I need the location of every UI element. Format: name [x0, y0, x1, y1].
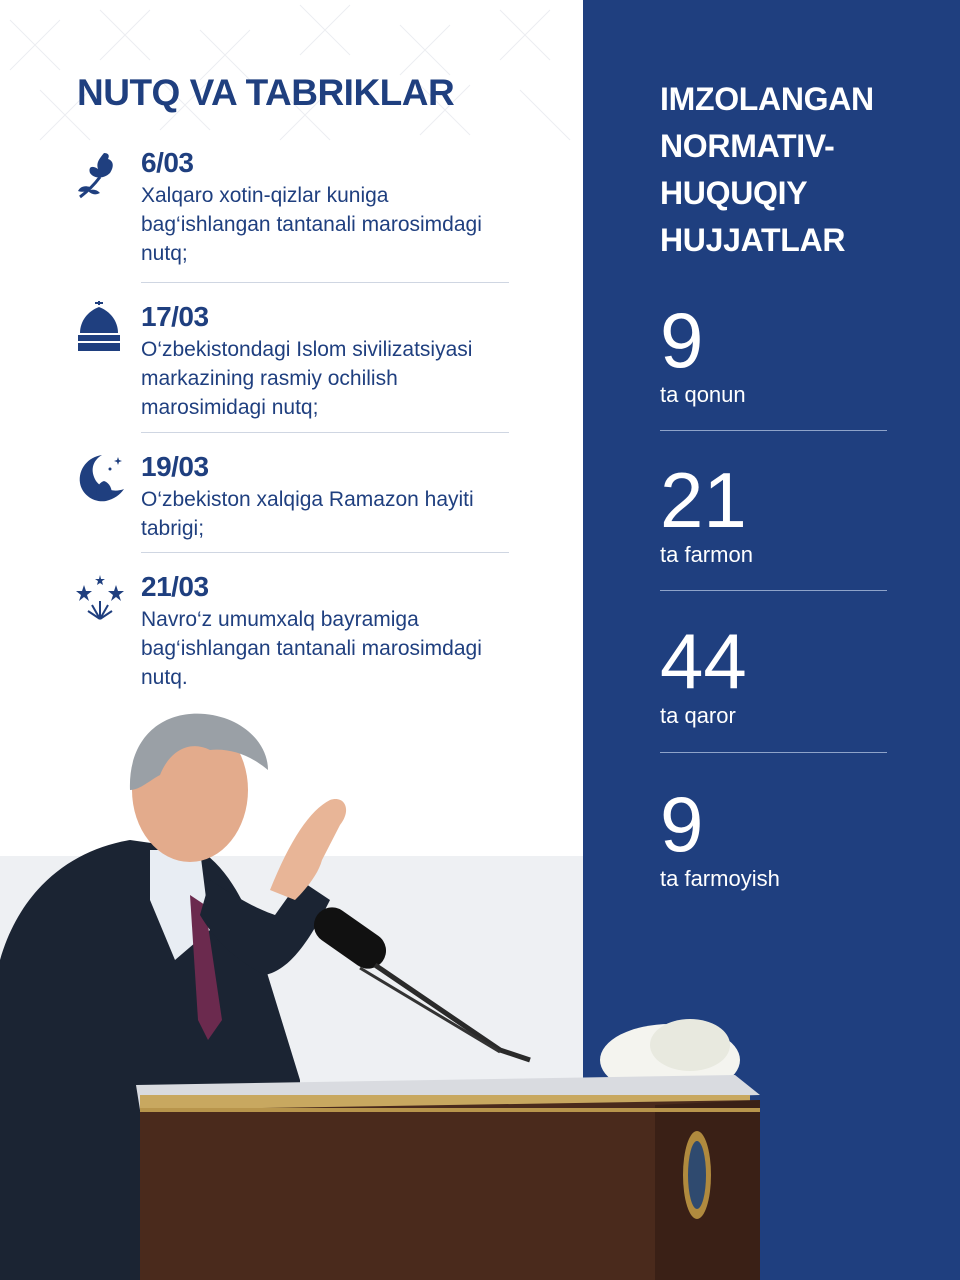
documents-title: IMZOLANGAN NORMATIV-HUQUQIY HUJJATLAR [660, 81, 874, 258]
divider [660, 590, 887, 591]
flower-icon [74, 147, 128, 201]
event-description: Xalqaro xotin-qizlar kuniga bag‘ishlangan tantanali marosimdagi nutq; [141, 184, 482, 265]
stat-laws [660, 296, 890, 408]
stat-value: 21 [660, 456, 747, 544]
event-date: 17/03 [141, 301, 209, 332]
fireworks-icon [74, 571, 128, 625]
event-description: Navro‘z umumxalq bayramiga bag‘ishlangan tantanali marosimdagi nutq. [141, 608, 482, 689]
event-date: 19/03 [141, 451, 209, 482]
divider [141, 432, 509, 433]
stat-value: 9 [660, 296, 704, 384]
stat-value: 44 [660, 617, 747, 705]
event-description: O‘zbekistondagi Islom sivilizatsiyasi markazining rasmiy ochilish marosimidagi nutq; [141, 338, 473, 419]
divider [660, 430, 887, 431]
divider [141, 552, 509, 553]
stat-label: ta farmoyish [660, 866, 780, 891]
event-date: 6/03 [141, 147, 194, 178]
stat-label: ta qonun [660, 382, 746, 407]
stat-label: ta farmon [660, 542, 753, 567]
event-description: O‘zbekiston xalqiga Ramazon hayiti tabrigi; [141, 488, 474, 540]
speeches-title: NUTQ VA TABRIKLAR [77, 72, 455, 113]
stat-value: 9 [660, 780, 704, 868]
stat-decrees [660, 456, 890, 568]
divider [141, 282, 509, 283]
dome-icon [74, 301, 128, 355]
event-date: 21/03 [141, 571, 209, 602]
crescent-mosque-icon [74, 451, 128, 505]
stat-label: ta qaror [660, 703, 736, 728]
speaker-photo [0, 700, 760, 1280]
